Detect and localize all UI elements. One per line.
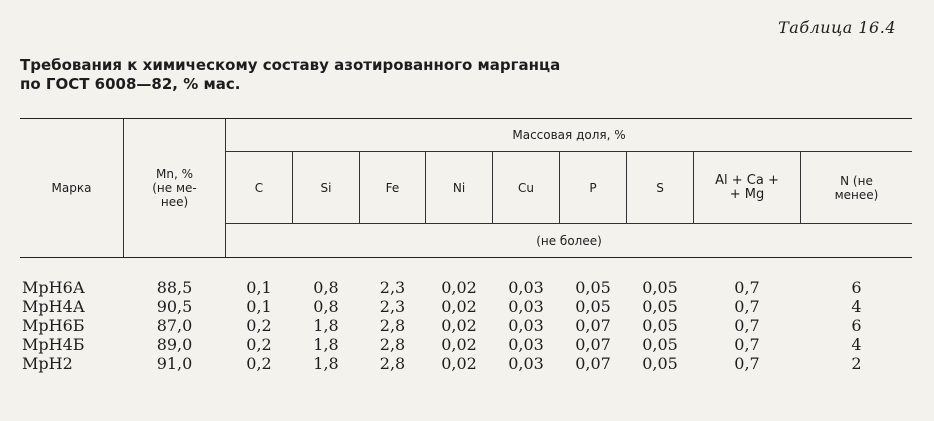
cell-p: 0,05 — [575, 297, 611, 316]
table-row — [20, 316, 912, 335]
cell-p: 0,05 — [575, 278, 611, 297]
table-number: Таблица 16.4 — [778, 18, 896, 37]
cell-grade: МрН2 — [22, 354, 73, 373]
cell-fe: 2,3 — [379, 297, 406, 316]
cell-p: 0,07 — [575, 316, 611, 335]
header-al-ca-mg-line-2: + Mg — [729, 186, 765, 202]
cell-c: 0,2 — [246, 335, 272, 354]
cell-si: 1,8 — [313, 335, 339, 354]
header-element-s: S — [656, 180, 664, 195]
cell-al-ca-mg: 0,7 — [734, 354, 760, 373]
cell-al-ca-mg: 0,7 — [734, 297, 760, 316]
cell-c: 0,1 — [246, 297, 272, 316]
cell-cu: 0,03 — [508, 316, 544, 335]
cell-si: 0,8 — [313, 297, 339, 316]
cell-nitrogen: 6 — [851, 316, 862, 335]
cell-cu: 0,03 — [508, 354, 544, 373]
cell-s: 0,05 — [642, 354, 678, 373]
cell-al-ca-mg: 0,7 — [734, 316, 760, 335]
cell-s: 0,05 — [642, 278, 678, 297]
cell-cu: 0,03 — [508, 297, 544, 316]
header-element-si: Si — [320, 180, 332, 195]
cell-s: 0,05 — [642, 316, 678, 335]
cell-mn: 88,5 — [156, 278, 193, 297]
caption-line-1: Требования к химическому составу азотированного марганца — [20, 56, 561, 74]
cell-al-ca-mg: 0,7 — [734, 278, 760, 297]
cell-fe: 2,8 — [379, 335, 406, 354]
table-row — [20, 278, 912, 297]
cell-s: 0,05 — [642, 297, 678, 316]
header-mass-fraction: Массовая доля, % — [512, 128, 626, 142]
header-grade: Марка — [51, 181, 92, 195]
header-element-ni: Ni — [452, 180, 466, 195]
cell-c: 0,2 — [246, 354, 272, 373]
header-mn-line-1: Mn, % — [156, 167, 193, 181]
table-caption — [20, 56, 780, 94]
cell-ni: 0,02 — [441, 297, 477, 316]
cell-nitrogen: 6 — [851, 278, 862, 297]
header-element-c: C — [254, 180, 264, 195]
cell-nitrogen: 4 — [851, 335, 862, 354]
cell-s: 0,05 — [642, 335, 678, 354]
cell-nitrogen: 2 — [851, 354, 862, 373]
header-element-fe: Fe — [385, 180, 400, 195]
cell-mn: 91,0 — [156, 354, 193, 373]
cell-c: 0,2 — [246, 316, 272, 335]
cell-al-ca-mg: 0,7 — [734, 335, 760, 354]
cell-grade: МрН4Б — [22, 335, 85, 354]
cell-p: 0,07 — [575, 335, 611, 354]
header-nitrogen-line-2: менее) — [834, 187, 879, 202]
header-mn-line-3: нее) — [160, 195, 189, 209]
header-mn — [124, 119, 225, 257]
header-element-cu: Cu — [518, 180, 534, 195]
table-body — [20, 278, 912, 373]
table-row — [20, 297, 912, 316]
cell-ni: 0,02 — [441, 354, 477, 373]
cell-fe: 2,8 — [379, 354, 406, 373]
cell-nitrogen: 4 — [851, 297, 862, 316]
cell-ni: 0,02 — [441, 278, 477, 297]
cell-si: 1,8 — [313, 354, 339, 373]
cell-grade: МрН4А — [22, 297, 85, 316]
cell-p: 0,07 — [575, 354, 611, 373]
cell-fe: 2,3 — [379, 278, 406, 297]
header-not-more: (не более) — [536, 233, 602, 248]
header-nitrogen-line-1: N (не — [840, 173, 873, 188]
cell-cu: 0,03 — [508, 278, 544, 297]
cell-ni: 0,02 — [441, 335, 477, 354]
table-row — [20, 335, 912, 354]
cell-mn: 90,5 — [156, 297, 193, 316]
cell-grade: МрН6А — [22, 278, 85, 297]
cell-ni: 0,02 — [441, 316, 477, 335]
caption-line-2: по ГОСТ 6008—82, % мас. — [20, 75, 241, 93]
cell-mn: 87,0 — [156, 316, 193, 335]
header-al-ca-mg-line-1: Al + Ca + — [715, 172, 779, 188]
cell-grade: МрН6Б — [22, 316, 85, 335]
cell-c: 0,1 — [246, 278, 272, 297]
table-row — [20, 354, 912, 373]
cell-cu: 0,03 — [508, 335, 544, 354]
cell-si: 0,8 — [313, 278, 339, 297]
cell-si: 1,8 — [313, 316, 339, 335]
cell-fe: 2,8 — [379, 316, 406, 335]
header-al-ca-mg — [694, 152, 800, 223]
table-header — [20, 118, 912, 258]
header-element-p: P — [589, 180, 597, 195]
cell-mn: 89,0 — [156, 335, 193, 354]
header-nitrogen — [801, 152, 912, 223]
header-mn-line-2: (не ме- — [152, 181, 197, 195]
